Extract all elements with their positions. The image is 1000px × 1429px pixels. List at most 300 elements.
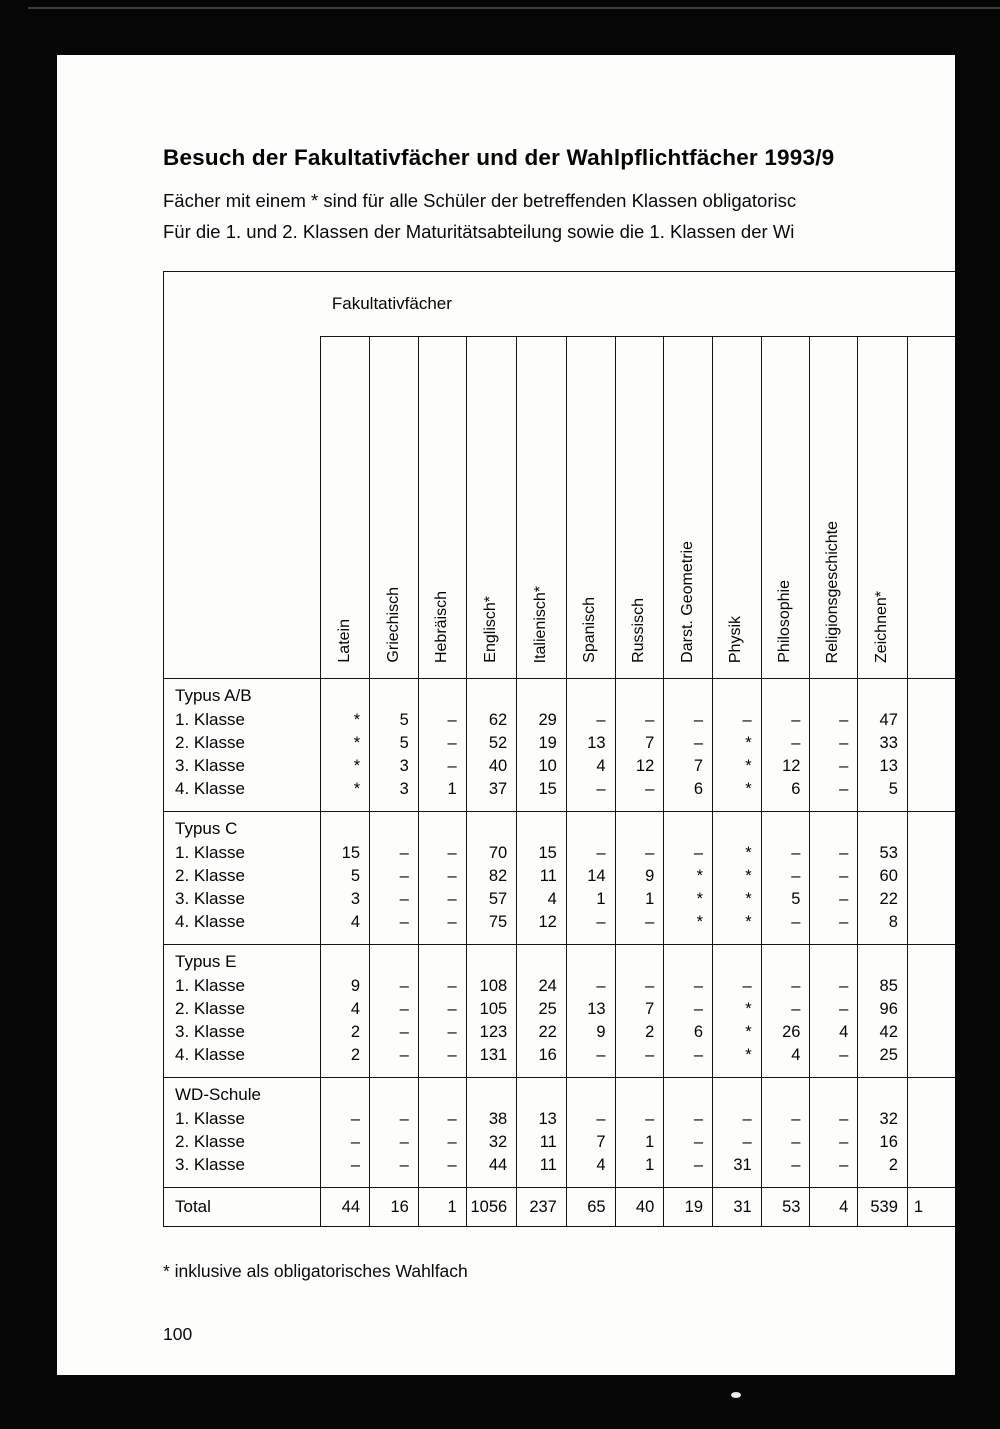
value-cell: – (664, 1131, 713, 1154)
group-title: Typus A/B (175, 685, 252, 705)
empty-cell (370, 1067, 419, 1078)
value-cell: 7 (615, 732, 664, 755)
empty-cell (466, 945, 517, 975)
value-cell: – (810, 1044, 858, 1067)
value-cell: – (761, 1154, 810, 1177)
empty-cell (761, 945, 810, 975)
value-cell: – (761, 865, 810, 888)
empty-cell (418, 679, 466, 709)
empty-cell (810, 679, 858, 709)
value-cell: 4 (566, 755, 615, 778)
value-cell: – (615, 778, 664, 801)
empty-cell (713, 812, 762, 842)
value-cell: 26 (761, 1021, 810, 1044)
clipped-cell (907, 998, 955, 1021)
empty-cell (370, 1078, 419, 1108)
scan-artifact-dot (731, 1392, 741, 1398)
value-cell: * (713, 888, 762, 911)
clipped-cell (907, 842, 955, 865)
column-header: Zeichnen* (858, 337, 908, 679)
value-cell: – (761, 842, 810, 865)
empty-cell (321, 934, 370, 945)
empty-cell (517, 1067, 567, 1078)
clipped-cell (907, 755, 955, 778)
value-cell: – (615, 1108, 664, 1131)
value-cell: 105 (466, 998, 517, 1021)
empty-cell (858, 801, 908, 812)
document-title: Besuch der Fakultativfächer und der Wahlpflichtfächer 1993/9 (163, 145, 835, 170)
value-cell: * (664, 911, 713, 934)
empty-cell (858, 1078, 908, 1108)
empty-cell (615, 679, 664, 709)
table-row (164, 865, 956, 888)
column-header: Spanisch (566, 337, 615, 679)
value-cell: – (810, 842, 858, 865)
section-header: Fakultativfächer (321, 272, 955, 337)
empty-cell (615, 812, 664, 842)
empty-cell (615, 945, 664, 975)
value-cell: 2 (321, 1044, 370, 1067)
value-cell: – (370, 1044, 419, 1067)
value-cell: 3 (370, 755, 419, 778)
empty-cell (418, 1067, 466, 1078)
value-cell: * (713, 778, 762, 801)
value-cell: – (566, 911, 615, 934)
empty-cell (761, 1177, 810, 1188)
value-cell: 75 (466, 911, 517, 934)
value-cell: * (664, 888, 713, 911)
value-cell: – (713, 709, 762, 732)
value-cell: – (810, 755, 858, 778)
value-cell: 44 (466, 1154, 517, 1177)
table-group (164, 945, 956, 1078)
value-cell: 9 (566, 1021, 615, 1044)
empty-cell (321, 1177, 370, 1188)
value-cell: 25 (858, 1044, 908, 1067)
value-cell: 16 (858, 1131, 908, 1154)
table-row (164, 732, 956, 755)
empty-cell (810, 1067, 858, 1078)
empty-cell (713, 1067, 762, 1078)
column-header: Darst. Geometrie (664, 337, 713, 679)
empty-cell (761, 934, 810, 945)
empty-cell (810, 934, 858, 945)
value-cell: 4 (761, 1044, 810, 1067)
clipped-cell (907, 778, 955, 801)
total-cell: 4 (810, 1188, 858, 1227)
value-cell: 8 (858, 911, 908, 934)
total-cell: 1 (418, 1188, 466, 1227)
empty-cell (713, 801, 762, 812)
empty-cell (907, 1067, 955, 1078)
value-cell: * (713, 1044, 762, 1067)
empty-cell (466, 1177, 517, 1188)
empty-cell (615, 934, 664, 945)
group-title: Typus E (175, 951, 237, 971)
empty-cell (418, 1078, 466, 1108)
spacer-row (164, 1177, 956, 1188)
value-cell: – (664, 732, 713, 755)
table-row (164, 1108, 956, 1131)
value-cell: – (615, 709, 664, 732)
value-cell: 19 (517, 732, 567, 755)
value-cell: 2 (858, 1154, 908, 1177)
empty-cell (713, 679, 762, 709)
column-header: Physik (713, 337, 762, 679)
value-cell: 33 (858, 732, 908, 755)
total-cell: 539 (858, 1188, 908, 1227)
row-label: 3. Klasse (175, 1155, 245, 1174)
value-cell: * (713, 911, 762, 934)
total-clipped-cell: 1 (907, 1188, 955, 1227)
group-title-row (164, 679, 956, 709)
column-header: Griechisch (370, 337, 419, 679)
value-cell: – (370, 911, 419, 934)
value-cell: 14 (566, 865, 615, 888)
empty-cell (466, 801, 517, 812)
document-page (57, 55, 955, 1375)
table-row (164, 888, 956, 911)
empty-cell (418, 945, 466, 975)
empty-cell (418, 801, 466, 812)
corner-cell (164, 272, 321, 679)
value-cell: – (664, 1154, 713, 1177)
spacer-row (164, 1067, 956, 1078)
value-cell: 5 (370, 709, 419, 732)
value-cell: – (664, 975, 713, 998)
value-cell: 42 (858, 1021, 908, 1044)
value-cell: – (418, 842, 466, 865)
row-label: 1. Klasse (175, 710, 245, 729)
row-label: 4. Klasse (175, 1045, 245, 1064)
empty-cell (858, 934, 908, 945)
column-header: Russisch (615, 337, 664, 679)
column-header: Englisch* (466, 337, 517, 679)
row-label: 2. Klasse (175, 866, 245, 885)
row-label: 3. Klasse (175, 756, 245, 775)
value-cell: * (713, 998, 762, 1021)
empty-cell (321, 801, 370, 812)
empty-cell (517, 812, 567, 842)
empty-cell (615, 1078, 664, 1108)
empty-cell (810, 1177, 858, 1188)
table-row (164, 998, 956, 1021)
value-cell: – (418, 865, 466, 888)
empty-cell (566, 945, 615, 975)
row-label: 1. Klasse (175, 843, 245, 862)
column-header-clipped (907, 337, 955, 679)
row-label: 3. Klasse (175, 889, 245, 908)
empty-cell (761, 1078, 810, 1108)
spacer-row (164, 801, 956, 812)
empty-cell (907, 1078, 955, 1108)
value-cell: 1 (615, 1154, 664, 1177)
empty-cell (566, 1078, 615, 1108)
table-row (164, 911, 956, 934)
value-cell: – (566, 1108, 615, 1131)
empty-cell (907, 679, 955, 709)
total-cell: 16 (370, 1188, 419, 1227)
value-cell: * (713, 755, 762, 778)
empty-cell (858, 812, 908, 842)
value-cell: – (370, 1021, 419, 1044)
group-title-row (164, 1078, 956, 1108)
empty-cell (615, 1177, 664, 1188)
value-cell: 10 (517, 755, 567, 778)
header-band-row (164, 272, 956, 337)
value-cell: – (418, 888, 466, 911)
value-cell: – (664, 842, 713, 865)
value-cell: * (713, 865, 762, 888)
value-cell: 4 (321, 998, 370, 1021)
empty-cell (517, 934, 567, 945)
value-cell: 22 (858, 888, 908, 911)
clipped-cell (907, 911, 955, 934)
total-label: Total (175, 1197, 211, 1216)
value-cell: * (321, 755, 370, 778)
total-cell: 31 (713, 1188, 762, 1227)
empty-cell (370, 1177, 419, 1188)
empty-cell (664, 679, 713, 709)
value-cell: 16 (517, 1044, 567, 1067)
table-row (164, 1021, 956, 1044)
table-row (164, 1044, 956, 1067)
total-cell: 237 (517, 1188, 567, 1227)
total-group (164, 1188, 956, 1227)
value-cell: 5 (370, 732, 419, 755)
value-cell: – (615, 1044, 664, 1067)
column-header: Italienisch* (517, 337, 567, 679)
value-cell: 52 (466, 732, 517, 755)
table-row (164, 755, 956, 778)
value-cell: – (713, 975, 762, 998)
table-row (164, 975, 956, 998)
value-cell: 7 (615, 998, 664, 1021)
value-cell: 70 (466, 842, 517, 865)
value-cell: 15 (517, 778, 567, 801)
value-cell: 2 (321, 1021, 370, 1044)
value-cell: – (418, 975, 466, 998)
empty-cell (664, 812, 713, 842)
value-cell: – (615, 842, 664, 865)
empty-cell (664, 801, 713, 812)
value-cell: – (761, 911, 810, 934)
empty-cell (370, 945, 419, 975)
table-group (164, 1078, 956, 1188)
value-cell: 7 (566, 1131, 615, 1154)
value-cell: – (370, 865, 419, 888)
value-cell: – (810, 1154, 858, 1177)
value-cell: – (615, 975, 664, 998)
clipped-cell (907, 1044, 955, 1067)
empty-cell (858, 945, 908, 975)
value-cell: 13 (566, 998, 615, 1021)
value-cell: 9 (321, 975, 370, 998)
value-cell: 32 (858, 1108, 908, 1131)
empty-cell (466, 934, 517, 945)
total-cell: 19 (664, 1188, 713, 1227)
clipped-cell (907, 1021, 955, 1044)
empty-cell (761, 812, 810, 842)
value-cell: 1 (615, 888, 664, 911)
table-row (164, 778, 956, 801)
value-cell: – (418, 732, 466, 755)
value-cell: 24 (517, 975, 567, 998)
empty-cell (664, 934, 713, 945)
value-cell: – (418, 1044, 466, 1067)
value-cell: 12 (761, 755, 810, 778)
empty-cell (761, 1067, 810, 1078)
column-header: Religionsgeschichte (810, 337, 858, 679)
value-cell: – (810, 865, 858, 888)
empty-cell (466, 679, 517, 709)
empty-cell (810, 801, 858, 812)
value-cell: * (713, 842, 762, 865)
clipped-cell (907, 732, 955, 755)
table-row (164, 1131, 956, 1154)
value-cell: – (810, 975, 858, 998)
value-cell: 6 (664, 778, 713, 801)
empty-cell (907, 801, 955, 812)
value-cell: 3 (321, 888, 370, 911)
group-title-row (164, 945, 956, 975)
value-cell: – (418, 998, 466, 1021)
total-row (164, 1188, 956, 1227)
clipped-cell (907, 888, 955, 911)
value-cell: * (664, 865, 713, 888)
empty-cell (517, 1177, 567, 1188)
group-title-row (164, 812, 956, 842)
page-content (57, 55, 955, 1345)
empty-cell (761, 679, 810, 709)
empty-cell (566, 801, 615, 812)
empty-cell (664, 1067, 713, 1078)
clipped-cell (907, 975, 955, 998)
empty-cell (664, 1177, 713, 1188)
empty-cell (566, 1067, 615, 1078)
empty-cell (321, 1078, 370, 1108)
empty-cell (810, 1078, 858, 1108)
empty-cell (615, 801, 664, 812)
empty-cell (810, 812, 858, 842)
value-cell: – (810, 998, 858, 1021)
value-cell: * (713, 1021, 762, 1044)
value-cell: – (566, 709, 615, 732)
intro-line-2: Für die 1. und 2. Klassen der Maturitätsabteilung sowie die 1. Klassen der Wi (163, 221, 795, 242)
value-cell: 12 (517, 911, 567, 934)
value-cell: – (370, 1131, 419, 1154)
table-group (164, 679, 956, 812)
value-cell: 4 (321, 911, 370, 934)
value-cell: 9 (615, 865, 664, 888)
table-row (164, 1154, 956, 1177)
value-cell: 57 (466, 888, 517, 911)
value-cell: 38 (466, 1108, 517, 1131)
empty-cell (907, 1177, 955, 1188)
total-cell: 44 (321, 1188, 370, 1227)
fakultativfaecher-table (163, 271, 955, 1227)
value-cell: – (664, 1108, 713, 1131)
value-cell: – (761, 975, 810, 998)
intro-line-1: Fächer mit einem * sind für alle Schüler der betreffenden Klassen obligatorisc (163, 190, 797, 211)
value-cell: 29 (517, 709, 567, 732)
value-cell: 5 (321, 865, 370, 888)
value-cell: 32 (466, 1131, 517, 1154)
empty-cell (761, 801, 810, 812)
value-cell: 12 (615, 755, 664, 778)
total-cell: 1056 (466, 1188, 517, 1227)
value-cell: 5 (761, 888, 810, 911)
column-header: Philosophie (761, 337, 810, 679)
value-cell: – (664, 998, 713, 1021)
row-label: 3. Klasse (175, 1022, 245, 1041)
value-cell: 4 (810, 1021, 858, 1044)
value-cell: – (321, 1108, 370, 1131)
value-cell: – (810, 888, 858, 911)
value-cell: * (321, 709, 370, 732)
value-cell: 22 (517, 1021, 567, 1044)
value-cell: 11 (517, 865, 567, 888)
empty-cell (566, 812, 615, 842)
value-cell: 11 (517, 1154, 567, 1177)
empty-cell (370, 812, 419, 842)
value-cell: 13 (517, 1108, 567, 1131)
empty-cell (321, 812, 370, 842)
value-cell: – (810, 1108, 858, 1131)
row-label: 4. Klasse (175, 779, 245, 798)
value-cell: – (418, 1154, 466, 1177)
table-group (164, 812, 956, 945)
value-cell: 6 (664, 1021, 713, 1044)
table-row (164, 842, 956, 865)
row-label: 4. Klasse (175, 912, 245, 931)
value-cell: – (370, 888, 419, 911)
value-cell: 40 (466, 755, 517, 778)
value-cell: – (370, 975, 419, 998)
empty-cell (713, 1078, 762, 1108)
value-cell: – (418, 755, 466, 778)
value-cell: * (713, 732, 762, 755)
value-cell: 37 (466, 778, 517, 801)
empty-cell (418, 1177, 466, 1188)
value-cell: 3 (370, 778, 419, 801)
value-cell: – (810, 778, 858, 801)
value-cell: 2 (615, 1021, 664, 1044)
total-cell: 40 (615, 1188, 664, 1227)
value-cell: – (761, 1131, 810, 1154)
group-title: Typus C (175, 818, 238, 838)
value-cell: – (566, 1044, 615, 1067)
value-cell: – (664, 1044, 713, 1067)
value-cell: 53 (858, 842, 908, 865)
value-cell: * (321, 778, 370, 801)
column-header: Latein (321, 337, 370, 679)
empty-cell (664, 945, 713, 975)
value-cell: 1 (418, 778, 466, 801)
empty-cell (517, 801, 567, 812)
value-cell: – (321, 1154, 370, 1177)
value-cell: 25 (517, 998, 567, 1021)
empty-cell (418, 934, 466, 945)
value-cell: * (321, 732, 370, 755)
value-cell: 7 (664, 755, 713, 778)
row-label: 2. Klasse (175, 999, 245, 1018)
value-cell: – (713, 1108, 762, 1131)
value-cell: – (566, 778, 615, 801)
footnote: * inklusive als obligatorisches Wahlfach (163, 1261, 468, 1281)
value-cell: 11 (517, 1131, 567, 1154)
value-cell: 6 (761, 778, 810, 801)
